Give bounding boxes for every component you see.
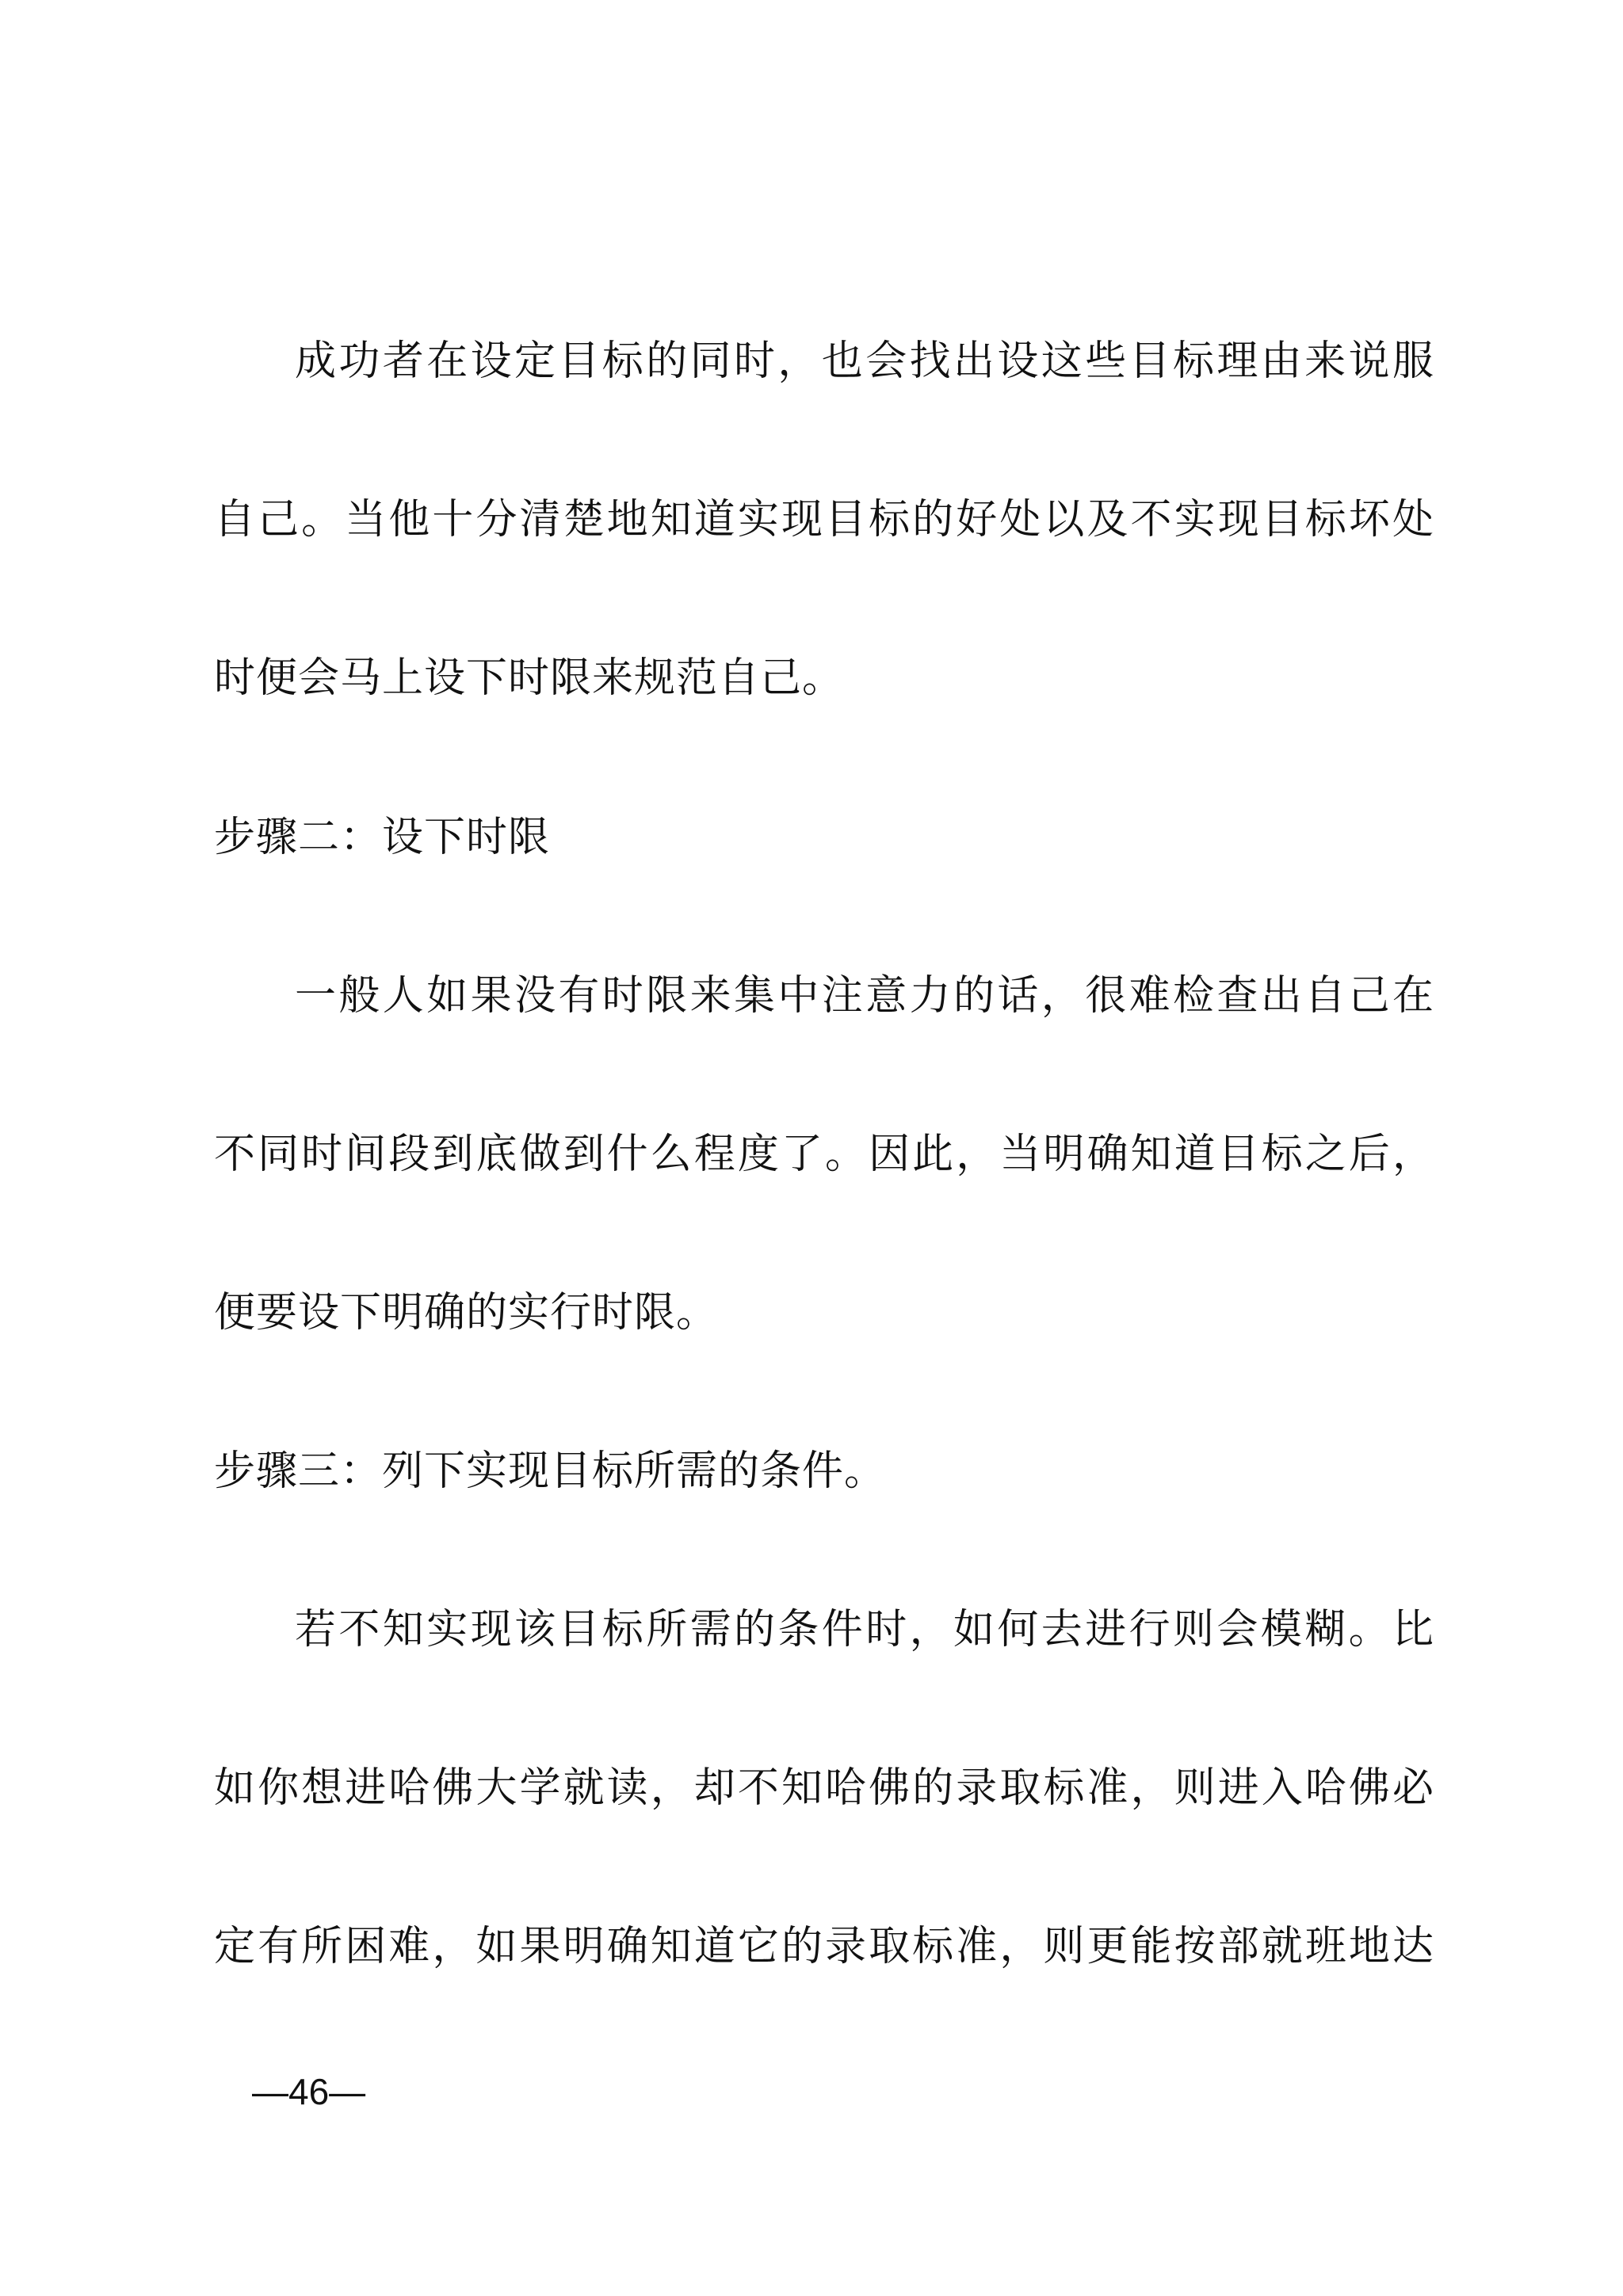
paragraph-3-line-1: 若不知实现该目标所需的条件时，如何去进行则会模糊。比 bbox=[295, 1606, 1434, 1653]
paragraph-3-line-3: 定有所困难，如果明确知道它的录取标准，则更能按部就班地达 bbox=[214, 1923, 1434, 1970]
paragraph-1-line-1: 成功者在设定目标的同时，也会找出设这些目标理由来说服 bbox=[295, 338, 1434, 385]
page-number: —46— bbox=[252, 2071, 366, 2112]
paragraph-2-line-1: 一般人如果没有时限来集中注意力的话，很难检查出自己在 bbox=[295, 972, 1434, 1020]
section-heading-step-3: 步骤三：列下实现目标所需的条件。 bbox=[214, 1447, 887, 1495]
paragraph-1-line-2: 自己。当他十分清楚地知道实现目标的好处以及不实现目标坏处 bbox=[214, 496, 1434, 543]
section-heading-step-2: 步骤二：设下时限 bbox=[214, 814, 551, 861]
paragraph-2-line-3: 便要设下明确的实行时限。 bbox=[214, 1289, 719, 1337]
paragraph-2-line-2: 不同时间段到底做到什么程度了。因此，当明确知道目标之后， bbox=[214, 1131, 1434, 1178]
paragraph-3-line-2: 如你想进哈佛大学就读，却不知哈佛的录取标准，则进入哈佛必 bbox=[214, 1764, 1434, 1812]
paragraph-1-line-3: 时便会马上设下时限来规范自己。 bbox=[214, 654, 845, 702]
